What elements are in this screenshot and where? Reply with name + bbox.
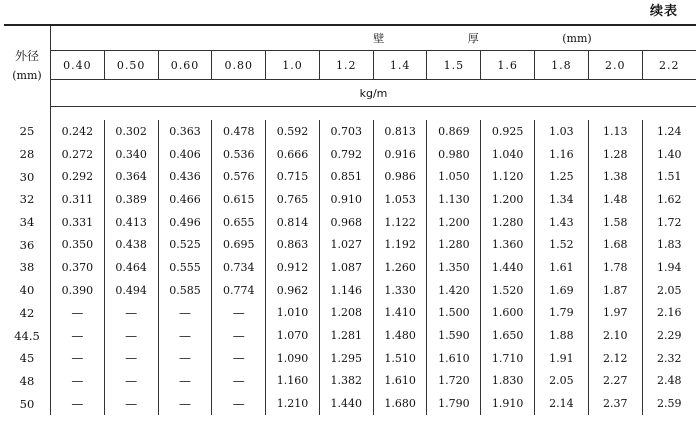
weight-cell: 1.610	[427, 347, 481, 370]
weight-cell: 1.200	[427, 211, 481, 234]
weight-cell: 0.272	[51, 143, 105, 166]
table-row	[4, 347, 696, 370]
weight-cell: 0.980	[427, 143, 481, 166]
thickness-header: 2.0	[588, 51, 642, 80]
weight-cell: —	[212, 347, 266, 370]
unit-row	[4, 80, 696, 107]
outer-diameter-cell: 48	[4, 370, 51, 393]
outer-diameter-header	[4, 25, 51, 107]
weight-cell: 0.370	[51, 256, 105, 279]
weight-cell: 1.38	[588, 165, 642, 188]
weight-cell: —	[212, 392, 266, 415]
weight-cell: 1.590	[427, 324, 481, 347]
weight-cell: 0.389	[104, 188, 158, 211]
outer-diameter-cell: 42	[4, 302, 51, 325]
wall-thickness-title	[51, 25, 697, 51]
weight-cell: 0.869	[427, 120, 481, 143]
weight-cell: 0.292	[51, 165, 105, 188]
weight-cell: 0.863	[266, 233, 320, 256]
weight-cell: 0.585	[158, 279, 212, 302]
weight-cell: 1.122	[373, 211, 427, 234]
weight-cell: 1.210	[266, 392, 320, 415]
weight-cell: —	[104, 302, 158, 325]
weight-cell: 1.050	[427, 165, 481, 188]
weight-cell: 1.350	[427, 256, 481, 279]
weight-cell: 1.053	[373, 188, 427, 211]
table-row	[4, 188, 696, 211]
weight-cell: 1.910	[481, 392, 535, 415]
weight-cell: 1.440	[481, 256, 535, 279]
weight-cell: 1.208	[319, 302, 373, 325]
thickness-header: 0.80	[212, 51, 266, 80]
weight-cell: 1.330	[373, 279, 427, 302]
weight-cell: 1.087	[319, 256, 373, 279]
weight-cell: 0.912	[266, 256, 320, 279]
thickness-header: 0.60	[158, 51, 212, 80]
weight-cell: 1.510	[373, 347, 427, 370]
table-row	[4, 165, 696, 188]
weight-cell: 1.260	[373, 256, 427, 279]
weight-cell: 2.32	[642, 347, 696, 370]
weight-cell: 1.69	[535, 279, 589, 302]
weight-cell: 2.29	[642, 324, 696, 347]
weight-cell: 2.14	[535, 392, 589, 415]
weight-cell: 2.10	[588, 324, 642, 347]
weight-cell: 1.16	[535, 143, 589, 166]
weight-cell: 1.91	[535, 347, 589, 370]
weight-cell: 2.48	[642, 370, 696, 393]
thickness-header: 1.2	[319, 51, 373, 80]
weight-cell: 1.382	[319, 370, 373, 393]
weight-cell: 1.43	[535, 211, 589, 234]
weight-cell: 2.27	[588, 370, 642, 393]
weight-cell: —	[158, 347, 212, 370]
weight-cell: 0.576	[212, 165, 266, 188]
weight-cell: 1.010	[266, 302, 320, 325]
weight-cell: —	[158, 392, 212, 415]
weight-cell: 0.350	[51, 233, 105, 256]
weight-cell: 1.34	[535, 188, 589, 211]
weight-cell: 0.986	[373, 165, 427, 188]
thickness-header: 1.5	[427, 51, 481, 80]
outer-diameter-cell: 28	[4, 143, 51, 166]
weight-cell: 1.87	[588, 279, 642, 302]
outer-diameter-cell: 30	[4, 165, 51, 188]
weight-cell: 0.242	[51, 120, 105, 143]
weight-cell: 0.814	[266, 211, 320, 234]
outer-diameter-cell: 44.5	[4, 324, 51, 347]
outer-diameter-cell: 25	[4, 120, 51, 143]
table-row	[4, 279, 696, 302]
weight-cell: 1.78	[588, 256, 642, 279]
weight-cell: 1.68	[588, 233, 642, 256]
weight-cell: 0.968	[319, 211, 373, 234]
weight-cell: 1.94	[642, 256, 696, 279]
table-row	[4, 233, 696, 256]
weight-cell: 0.655	[212, 211, 266, 234]
weight-cell: 1.25	[535, 165, 589, 188]
spacer-row	[4, 107, 696, 121]
weight-cell: —	[212, 370, 266, 393]
weight-cell: 1.040	[481, 143, 535, 166]
weight-cell: 1.24	[642, 120, 696, 143]
weight-cell: 2.05	[642, 279, 696, 302]
outer-diameter-cell: 45	[4, 347, 51, 370]
weight-cell: 1.52	[535, 233, 589, 256]
weight-cell: 0.464	[104, 256, 158, 279]
weight-cell: 0.536	[212, 143, 266, 166]
title-row	[4, 25, 696, 51]
weight-cell: 1.51	[642, 165, 696, 188]
weight-cell: 1.480	[373, 324, 427, 347]
table-row	[4, 392, 696, 415]
weight-cell: —	[104, 347, 158, 370]
thickness-header: 1.8	[535, 51, 589, 80]
table-body	[4, 107, 696, 415]
thickness-header: 1.0	[266, 51, 320, 80]
weight-cell: 0.916	[373, 143, 427, 166]
weight-cell: —	[212, 302, 266, 325]
weight-cell: 0.438	[104, 233, 158, 256]
weight-cell: 1.650	[481, 324, 535, 347]
weight-cell: —	[104, 324, 158, 347]
weight-cell: 0.340	[104, 143, 158, 166]
weight-cell: 1.790	[427, 392, 481, 415]
weight-cell: 1.280	[427, 233, 481, 256]
weight-cell: 1.070	[266, 324, 320, 347]
weight-cell: 1.600	[481, 302, 535, 325]
thickness-header: 1.4	[373, 51, 427, 80]
outer-diameter-cell: 34	[4, 211, 51, 234]
weight-cell: 1.281	[319, 324, 373, 347]
weight-cell: 0.734	[212, 256, 266, 279]
table-row	[4, 211, 696, 234]
weight-cell: 1.680	[373, 392, 427, 415]
weight-cell: 1.72	[642, 211, 696, 234]
weight-cell: 0.715	[266, 165, 320, 188]
weight-cell: —	[104, 370, 158, 393]
thickness-row	[4, 51, 696, 80]
weight-cell: 1.130	[427, 188, 481, 211]
outer-diameter-label: 外径	[14, 49, 39, 64]
steel-tube-weight-table	[4, 24, 696, 415]
weight-cell: 2.59	[642, 392, 696, 415]
weight-cell: 0.494	[104, 279, 158, 302]
outer-diameter-cell: 38	[4, 256, 51, 279]
weight-cell: 0.792	[319, 143, 373, 166]
weight-cell: 2.37	[588, 392, 642, 415]
outer-diameter-cell: 32	[4, 188, 51, 211]
weight-cell: 1.40	[642, 143, 696, 166]
weight-cell: 1.710	[481, 347, 535, 370]
weight-cell: 1.440	[319, 392, 373, 415]
thickness-header: 0.50	[104, 51, 158, 80]
table-row	[4, 324, 696, 347]
weight-cell: 0.925	[481, 120, 535, 143]
weight-cell: 1.03	[535, 120, 589, 143]
weight-cell: 0.851	[319, 165, 373, 188]
weight-cell: 1.160	[266, 370, 320, 393]
weight-cell: 0.703	[319, 120, 373, 143]
thickness-header: 0.40	[51, 51, 105, 80]
weight-cell: 1.410	[373, 302, 427, 325]
weight-cell: 1.027	[319, 233, 373, 256]
weight-cell: 1.28	[588, 143, 642, 166]
weight-cell: 0.302	[104, 120, 158, 143]
table-row	[4, 302, 696, 325]
table-row	[4, 120, 696, 143]
weight-cell: 0.592	[266, 120, 320, 143]
weight-cell: 0.311	[51, 188, 105, 211]
weight-cell: 1.360	[481, 233, 535, 256]
weight-cell: —	[51, 392, 105, 415]
weight-cell: —	[51, 347, 105, 370]
weight-cell: 1.146	[319, 279, 373, 302]
weight-cell: 1.500	[427, 302, 481, 325]
weight-cell: 0.331	[51, 211, 105, 234]
weight-cell: 1.13	[588, 120, 642, 143]
table-row	[4, 256, 696, 279]
weight-cell: —	[158, 302, 212, 325]
weight-cell: 0.555	[158, 256, 212, 279]
outer-diameter-cell: 40	[4, 279, 51, 302]
weight-cell: 1.120	[481, 165, 535, 188]
weight-cell: —	[51, 324, 105, 347]
weight-cell: 1.830	[481, 370, 535, 393]
weight-cell: 1.192	[373, 233, 427, 256]
wall-label-1: 壁	[373, 32, 385, 45]
weight-cell: —	[158, 370, 212, 393]
weight-cell: 1.58	[588, 211, 642, 234]
weight-cell: 0.390	[51, 279, 105, 302]
weight-cell: —	[51, 302, 105, 325]
weight-cell: 0.962	[266, 279, 320, 302]
weight-cell: 0.496	[158, 211, 212, 234]
weight-cell: 1.090	[266, 347, 320, 370]
weight-cell: —	[212, 324, 266, 347]
weight-cell: 0.666	[266, 143, 320, 166]
weight-cell: 0.695	[212, 233, 266, 256]
weight-cell: 1.720	[427, 370, 481, 393]
weight-cell: 0.406	[158, 143, 212, 166]
weight-cell: 1.280	[481, 211, 535, 234]
weight-cell: 0.774	[212, 279, 266, 302]
table-row	[4, 370, 696, 393]
weight-cell: 0.615	[212, 188, 266, 211]
weight-cell: —	[158, 324, 212, 347]
weight-cell: 1.420	[427, 279, 481, 302]
weight-cell: 1.88	[535, 324, 589, 347]
weight-cell: —	[51, 370, 105, 393]
continued-label: 续表	[649, 4, 678, 19]
weight-cell: 0.466	[158, 188, 212, 211]
weight-cell: 1.83	[642, 233, 696, 256]
weight-cell: 1.610	[373, 370, 427, 393]
outer-diameter-cell: 36	[4, 233, 51, 256]
wall-label-2: 厚	[467, 32, 479, 45]
weight-cell: 0.436	[158, 165, 212, 188]
weight-cell: 2.16	[642, 302, 696, 325]
wall-unit: (mm)	[562, 32, 592, 45]
thickness-header: 2.2	[642, 51, 696, 80]
weight-unit: kg/m	[51, 80, 697, 107]
weight-cell: 0.363	[158, 120, 212, 143]
weight-cell: 1.79	[535, 302, 589, 325]
weight-cell: 0.364	[104, 165, 158, 188]
outer-diameter-unit: (mm)	[12, 69, 42, 83]
weight-cell: 0.525	[158, 233, 212, 256]
weight-cell: —	[104, 392, 158, 415]
weight-cell: 1.520	[481, 279, 535, 302]
weight-cell: 2.05	[535, 370, 589, 393]
table-row	[4, 143, 696, 166]
weight-cell: 0.478	[212, 120, 266, 143]
weight-cell: 0.413	[104, 211, 158, 234]
weight-cell: 0.813	[373, 120, 427, 143]
weight-cell: 0.765	[266, 188, 320, 211]
weight-cell: 1.48	[588, 188, 642, 211]
weight-cell: 1.61	[535, 256, 589, 279]
weight-cell: 1.97	[588, 302, 642, 325]
outer-diameter-cell: 50	[4, 392, 51, 415]
weight-cell: 2.12	[588, 347, 642, 370]
weight-cell: 1.62	[642, 188, 696, 211]
weight-cell: 1.200	[481, 188, 535, 211]
weight-cell: 0.910	[319, 188, 373, 211]
weight-cell: 1.295	[319, 347, 373, 370]
thickness-header: 1.6	[481, 51, 535, 80]
